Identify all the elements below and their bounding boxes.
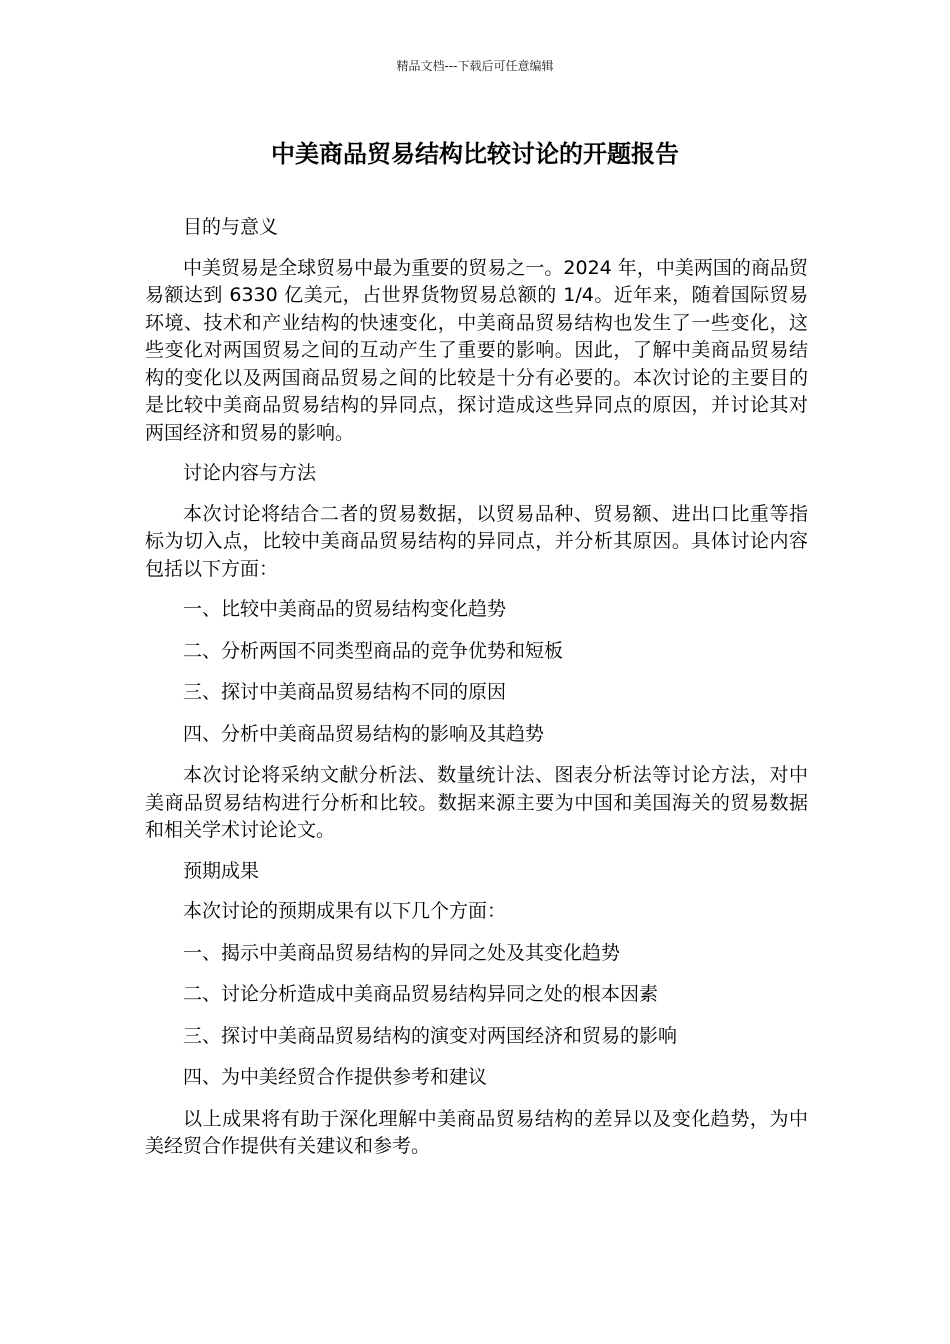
method-closing-paragraph: 本次讨论将采纳文献分析法、数量统计法、图表分析法等讨论方法，对中美商品贸易结构进行分析和比较。数据来源主要为中国和美国海关的贸易数据和相关学术讨论论文。 — [145, 764, 808, 841]
results-intro-paragraph: 本次讨论的预期成果有以下几个方面： — [183, 900, 507, 922]
method-intro-paragraph: 本次讨论将结合二者的贸易数据，以贸易品种、贸易额、进出口比重等指标为切入点，比较中美商品贸易结构的异同点，并分析其原因。具体讨论内容包括以下方面： — [145, 502, 808, 580]
method-list-item: 一、比较中美商品的贸易结构变化趋势 — [183, 598, 507, 620]
results-list-item: 二、讨论分析造成中美商品贸易结构异同之处的根本因素 — [183, 983, 659, 1005]
results-list-item: 三、探讨中美商品贸易结构的演变对两国经济和贸易的影响 — [183, 1024, 678, 1047]
header-note: 精品文档---下载后可任意编辑 — [396, 59, 554, 73]
document-body — [145, 214, 808, 1174]
method-list-item: 二、分析两国不同类型商品的竞争优势和短板 — [183, 639, 564, 662]
section-heading-purpose: 目的与意义 — [183, 216, 279, 238]
method-list-item: 四、分析中美商品贸易结构的影响及其趋势 — [183, 722, 545, 745]
section-heading-results: 预期成果 — [183, 859, 260, 882]
document-title: 中美商品贸易结构比较讨论的开题报告 — [271, 140, 679, 168]
results-closing-paragraph: 以上成果将有助于深化理解中美商品贸易结构的差异以及变化趋势，为中美经贸合作提供有关建议和参考。 — [145, 1107, 808, 1157]
results-list-item: 四、为中美经贸合作提供参考和建议 — [183, 1066, 488, 1088]
method-list-item: 三、探讨中美商品贸易结构不同的原因 — [183, 681, 507, 703]
purpose-paragraph: 中美贸易是全球贸易中最为重要的贸易之一。2024 年，中美两国的商品贸易额达到 6330 亿美元，占世界货物贸易总额的 1/4。近年来，随着国际贸易环境、技术和产业结构的快速变化，中美商品贸易结构也发生了一些变化，这些变化对两国贸易之间的互动产生了重要的影响。因此，了解中美商品贸易结构的变化以及两国商品贸易之间的比较是十分有必要的。本次讨论的主要目的是比较中美商品贸易结构的异同点，探讨造成这些异同点的原因，并讨论其对两国经济和贸易的影响。 — [145, 256, 808, 444]
results-list-item: 一、揭示中美商品贸易结构的异同之处及其变化趋势 — [183, 941, 621, 964]
section-heading-method: 讨论内容与方法 — [183, 462, 317, 484]
